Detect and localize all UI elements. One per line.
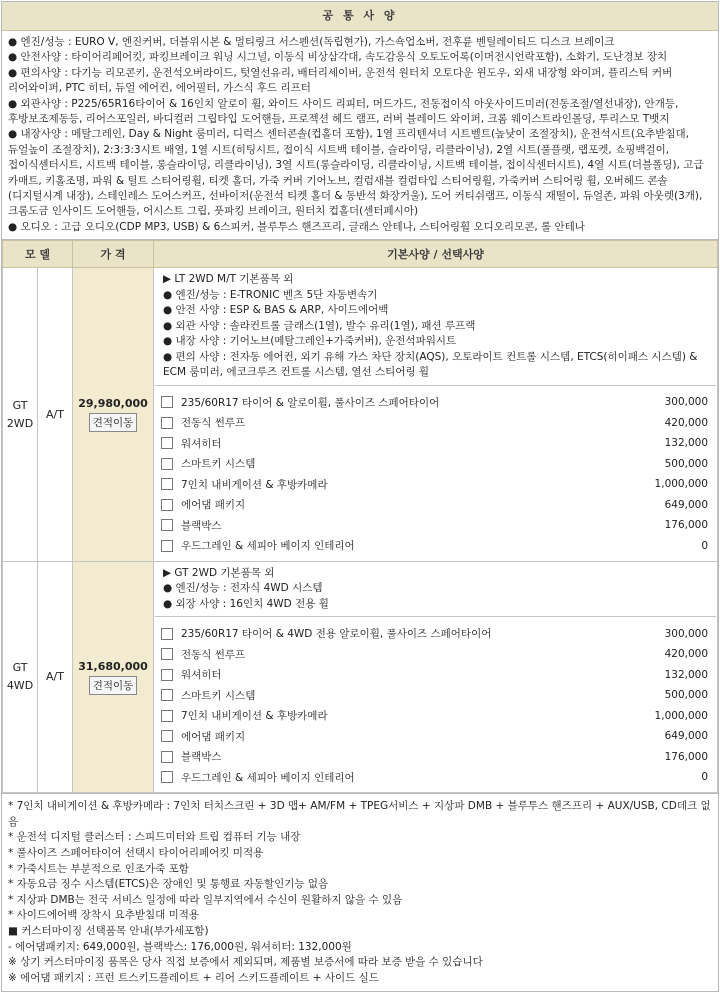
price-value: 31,680,000 (78, 659, 148, 673)
footnote: * 지상파 DMB는 전국 서비스 일정에 따라 일부지역에서 수신이 원활하지 않을 수 있음 (8, 893, 403, 906)
spec-sheet (1, 1, 719, 992)
option-name: 스마트키 시스템 (181, 689, 256, 702)
option-checkbox[interactable] (161, 628, 173, 640)
option-checkbox[interactable] (161, 499, 173, 511)
base-spec-cell (154, 268, 718, 562)
option-checkbox[interactable] (161, 689, 173, 701)
common-spec-item: ● 내장사양 : 메탈그레인, Day & Night 룸미러, 디럭스 센터콘솔(컵홀더 포함), 1열 프리텐셔너 시트벨트(높낮이 조절장치), 운전석시트(요추받침대, 듀얼높이 조절장치), 2:3:3:3시트 배열, 1열 시트(히팅시트, 접이식 시트백 테이블, 슬라이딩, 리클라이닝), 2열 시트(풀플랫, 랩포켓, 쇼핑백걸이, 접이식센터시트, 시트백 테이블, 롱슬라이딩, 리클라이닝), 3열 시트(롱슬라이딩, 리클라이닝, 시트백 테이블, 접이식센터시트), 4열 시트(더블폴딩), 고급 카매트, 키홀조명, 파워 & 틸트 스티어링휠, 티켓 홀더, 가죽 커버 기어노브, 컬럼새블 컬럼타입 스티어링휠, 가죽커버 스티어링 휠, 오버헤드 콘솔(디지털시계 내장), 스테인레스 도어스커프, 선바이저(운전석 티켓 홀더 & 동반석 화장거울), 도어 커티쉬램프, 이동식 재떨이, 듀얼존, 파워 아웃렛(3개), 크롬도금 인사이드 도어핸들, 어시스트 그립, 풋파킹 브레이크, 원터치 컵홀더(센터페시아) (8, 128, 704, 218)
option-checkbox[interactable] (161, 458, 173, 470)
option-checkbox[interactable] (161, 540, 173, 552)
transmission: A/T (38, 561, 73, 793)
common-spec-item: ● 엔진/성능 : EURO Ⅴ, 엔진커버, 더블위시본 & 멀티링크 서스펜션(독립현가), 가스쇽업소버, 전후륜 벤틸레이티드 디스크 브레이크 (8, 36, 615, 48)
option-list (155, 386, 716, 560)
common-spec-item: ● 외관사양 : P225/65R16타이어 & 16인치 알로이 휠, 와이드 사이드 리피터, 머드가드, 전동접이식 아웃사이드미러(전동조절/열선내장), 안개등, 후방보조제동등, 리어스포일러, 바디컬러 그립타입 도어핸들, 프로젝션 헤드 램프, 러버 블레이드 와이퍼, 크롬 웨이스트라인몰딩, 투리스모 T뱃지 (8, 97, 679, 126)
base-spec-item: ▶ LT 2WD M/T 기본품목 외 (163, 273, 294, 286)
option-checkbox[interactable] (161, 771, 173, 783)
option-item[interactable] (161, 392, 710, 413)
base-spec-item: ● 편의 사양 : 전자동 에어컨, 외기 유해 가스 차단 장치(AQS), 오토라이트 컨트롤 시스템, ETCS(히이패스 시스템) & ECM 룸미러, 에코크루즈 컨트롤 시스템, 열선 스티어링 휠 (163, 350, 698, 379)
footnote: * 가죽시트는 부분적으로 인조가죽 포함 (8, 862, 189, 875)
common-spec-list (2, 31, 718, 240)
price-cell (73, 561, 154, 793)
header-options: 기본사양 / 선택사양 (154, 241, 718, 268)
model-name-text: GT 2WD (6, 398, 34, 430)
model-price-table (2, 240, 718, 793)
option-item[interactable] (161, 474, 710, 495)
option-price: 500,000 (664, 689, 708, 702)
option-name: 블랙박스 (181, 751, 222, 764)
base-spec-item: ● 내장 사양 : 기어노브(메탈그레인+가죽커버), 운전석파워시트 (163, 335, 457, 348)
common-spec-title: 공 통 사 양 (2, 2, 718, 31)
option-item[interactable] (161, 515, 710, 536)
option-name: 우드그레인 & 세피아 베이지 인테리어 (181, 540, 355, 553)
option-checkbox[interactable] (161, 519, 173, 531)
price-value: 29,980,000 (78, 397, 148, 411)
option-item[interactable] (161, 453, 710, 474)
option-price: 0 (701, 539, 708, 552)
footnotes (2, 793, 718, 991)
option-name: 전동식 썬루프 (181, 417, 246, 430)
base-spec-item: ● 엔진/성능 : E-TRONIC 벤츠 5단 자동변속기 (163, 288, 378, 301)
option-item[interactable] (161, 767, 710, 788)
header-price: 가 격 (73, 241, 154, 268)
quote-button[interactable]: 견적이동 (89, 676, 138, 695)
footnote: * 자동요금 징수 시스템(ETCS)은 장애인 및 통행료 자동할인기능 없음 (8, 878, 329, 891)
option-price: 1,000,000 (654, 478, 708, 491)
option-name: 7인치 내비게이션 & 후방카메라 (181, 478, 328, 491)
option-name: 7인치 내비게이션 & 후방카메라 (181, 710, 328, 723)
price-cell (73, 268, 154, 562)
option-price: 176,000 (664, 519, 708, 532)
base-spec-item: ● 안전 사양 : ESP & BAS & ARP, 사이드에어백 (163, 304, 389, 317)
option-item[interactable] (161, 726, 710, 747)
base-spec-list (155, 563, 716, 618)
option-name: 235/60R17 타이어 & 알로이휠, 풀사이즈 스페어타이어 (181, 396, 440, 409)
model-name-text: GT 4WD (6, 661, 34, 693)
common-spec-item: ● 안전사양 : 타이어리페어킷, 파킹브레이크 워닝 시그널, 이동식 비상삼각대, 속도감응식 오토도어록(이머전시언락포함), 소화기, 도난경보 장치 (8, 51, 668, 64)
option-name: 워셔히터 (181, 437, 222, 450)
option-checkbox[interactable] (161, 710, 173, 722)
option-item[interactable] (161, 494, 710, 515)
base-spec-item: ● 외장 사양 : 16인치 4WD 전용 휠 (163, 597, 329, 610)
option-price: 132,000 (664, 668, 708, 681)
option-checkbox[interactable] (161, 396, 173, 408)
option-checkbox[interactable] (161, 730, 173, 742)
option-checkbox[interactable] (161, 751, 173, 763)
option-price: 420,000 (664, 648, 708, 661)
option-item[interactable] (161, 433, 710, 454)
option-name: 우드그레인 & 세피아 베이지 인테리어 (181, 771, 355, 784)
option-name: 전동식 썬루프 (181, 648, 246, 661)
model-row (3, 561, 718, 793)
option-name: 에어댐 패키지 (181, 499, 246, 512)
option-name: 스마트키 시스템 (181, 458, 256, 471)
option-price: 132,000 (664, 437, 708, 450)
header-model: 모 델 (3, 241, 73, 268)
option-price: 649,000 (664, 498, 708, 511)
footnote: * 사이드에어백 장착시 요추받침대 미적용 (8, 909, 200, 922)
option-item[interactable] (161, 412, 710, 433)
footnote: ■ 커스터마이징 선택품목 안내(부가세포함) (8, 925, 209, 938)
option-name: 235/60R17 타이어 & 4WD 전용 알로이휠, 풀사이즈 스페어타이어 (181, 628, 492, 641)
option-price: 1,000,000 (654, 709, 708, 722)
transmission: A/T (38, 268, 73, 562)
option-price: 300,000 (664, 627, 708, 640)
option-item[interactable] (161, 664, 710, 685)
option-item[interactable] (161, 623, 710, 644)
option-name: 블랙박스 (181, 519, 222, 532)
option-checkbox[interactable] (161, 437, 173, 449)
footnote: - 에어댐패키지: 649,000원, 블랙박스: 176,000원, 워셔히터: 132,000원 (8, 940, 352, 953)
common-spec-item: ● 편의사양 : 다기능 리모콘키, 운전석오버라이드, 텃열선유리, 배터리세이버, 운전석 원터치 오토다운 윈도우, 외새 내장형 와이퍼, 플리스틱 커버 리어와이퍼, PTC 히터, 듀얼 에어컨, 에어필터, 가스식 후드 리프터 (8, 66, 673, 95)
model-name (3, 268, 38, 562)
common-spec-item: ● 오디오 : 고급 오디오(CDP MP3, USB) & 6스피커, 블루투스 핸즈프리, 글래스 안테나, 스티어링휠 오디오리모콘, 롤 안테나 (8, 220, 585, 233)
option-checkbox[interactable] (161, 648, 173, 660)
option-item[interactable] (161, 685, 710, 706)
option-checkbox[interactable] (161, 417, 173, 429)
option-item[interactable] (161, 644, 710, 665)
option-checkbox[interactable] (161, 478, 173, 490)
option-item[interactable] (161, 705, 710, 726)
option-price: 0 (701, 771, 708, 784)
option-price: 420,000 (664, 416, 708, 429)
model-name (3, 561, 38, 793)
option-price: 176,000 (664, 750, 708, 763)
model-row (3, 268, 718, 562)
base-spec-item: ● 엔진/성능 : 전자식 4WD 시스템 (163, 582, 323, 595)
option-item[interactable] (161, 535, 710, 556)
footnote: * 풀사이즈 스페어타이어 선택시 타이어리페어킷 미적용 (8, 847, 264, 860)
base-spec-cell (154, 561, 718, 793)
footnote: ※ 에어댐 패키지 : 프런 트스키드플레이트 + 리어 스키드플레이트 + 사이드 실드 (8, 971, 379, 984)
base-spec-item: ▶ GT 2WD 기본품목 외 (163, 566, 275, 579)
option-checkbox[interactable] (161, 669, 173, 681)
option-price: 300,000 (664, 396, 708, 409)
base-spec-list (155, 269, 716, 386)
option-list (155, 617, 716, 791)
option-price: 500,000 (664, 457, 708, 470)
option-name: 워셔히터 (181, 669, 222, 682)
table-header-row (3, 241, 718, 268)
option-price: 649,000 (664, 730, 708, 743)
option-name: 에어댐 패키지 (181, 730, 246, 743)
base-spec-item: ● 외관 사양 : 솔라컨트롤 글래스(1열), 발수 유리(1열), 패션 루프랙 (163, 319, 476, 332)
footnote: * 운전석 디지털 클러스터 : 스피드미터와 트립 컴퓨터 기능 내장 (8, 831, 301, 844)
option-item[interactable] (161, 746, 710, 767)
quote-button[interactable]: 견적이동 (89, 413, 138, 432)
footnote: * 7인치 내비게이션 & 후방카메라 : 7인치 터치스크린 + 3D 맵+ AM/FM + TPEG서비스 + 지상파 DMB + 블루투스 핸즈프리 + AUX/USB, CD데크 없음 (8, 800, 711, 828)
footnote: ※ 상기 커스터마이징 품목은 당사 직접 보증에서 제외되며, 제품별 보증서에 따라 보증 받을 수 있습니다 (8, 956, 483, 969)
